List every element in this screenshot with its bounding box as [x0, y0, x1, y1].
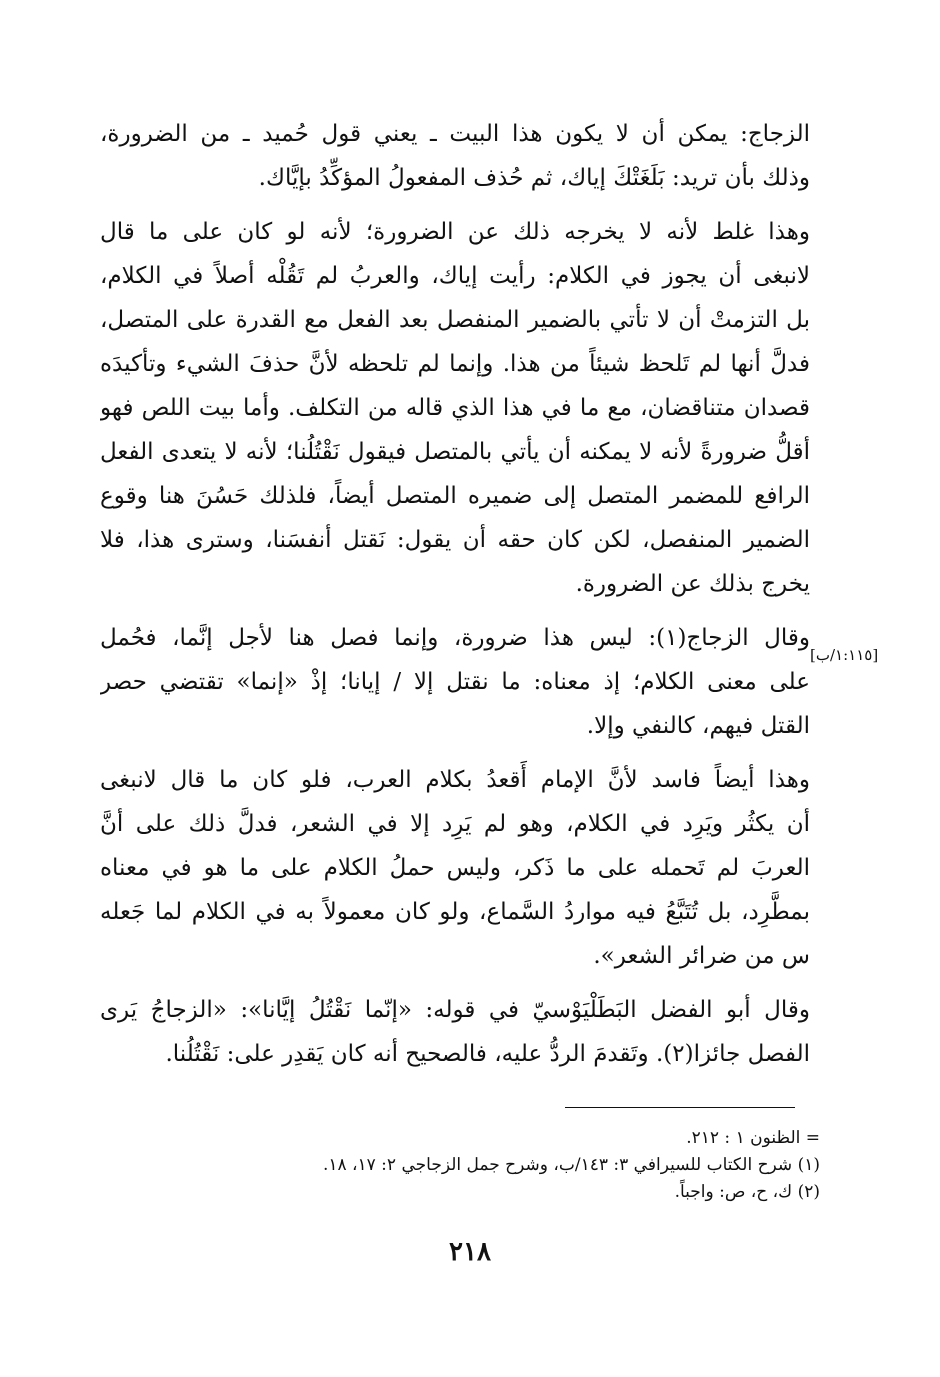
page-number: ٢١٨ — [449, 1237, 491, 1267]
text-line: الرافع للمضمر المتصل إلى ضميره المتصل أيضاً، فلذلك حَسُنَ هنا وقوع — [100, 483, 810, 509]
text-line: وهذا أيضاً فاسد لأنَّ الإمام أَقعدُ بكلام العرب، فلو كان ما قال لانبغى — [100, 767, 810, 793]
text-line: العربَ لم تَحمله على ما ذَكر، وليس حملُ الكلام على ما هو في معناه — [100, 855, 810, 881]
footnote: = الظنون ١ : ٢١٢. — [686, 1128, 820, 1148]
text-line: يخرج بذلك عن الضرورة. — [575, 571, 810, 597]
text-line: أن يكثُر ويَرِد في الكلام، وهو لم يَرِد إلا في الشعر، فدلَّ ذلك على أنَّ — [100, 811, 810, 837]
text-line: فدلَّ أنها لم تَلحظ شيئاً من هذا. وإنما لم تلحظه لأنَّ حذفَ الشيء وتأكيدَه — [100, 351, 810, 377]
text-line: قصدان متناقضان، مع ما في هذا الذي قاله من التكلف. وأما بيت اللص فهو — [100, 395, 810, 421]
paragraph — [100, 616, 810, 748]
text-line: الضمير المنفصل، لكن كان حقه أن يقول: نَقتل أنفسَنا، وسترى هذا، فلا — [100, 527, 810, 553]
margin-reference: [١:١١٥/ب] — [810, 646, 879, 664]
text-line: بمطَّرِد، بل تُتَبَّعُ فيه مواردُ السَّماع، ولو كان معمولاً به في الكلام لما جَعله — [100, 899, 810, 925]
text-line: الفصل جائزا(٢). وتَقدمَ الردُّ عليه، فالصحيح أنه كان يَقدِر على: نَقْتُلُنا. — [165, 1041, 810, 1067]
text-line: أقلُّ ضرورةً لأنه لا يمكنه أن يأتي بالمتصل فيقول نَقْتُلُنا؛ لأنه لا يتعدى الفعل — [100, 439, 810, 465]
footnote-divider — [565, 1107, 795, 1108]
text-line: لانبغى أن يجوز في الكلام: رأيت إياك، والعربُ لم تَقُلْه أصلاً في الكلام، — [100, 263, 810, 289]
text-line: وقال أبو الفضل البَطَلْيَوْسيّ في قوله: «إنّما نَقْتُلُ إيَّانا»: «الزجاجُ يَرى — [100, 997, 810, 1023]
text-line: على معنى الكلام؛ إذ معناه: ما نقتل إلا / إيانا؛ إذْ «إنما» تقتضي حصر — [100, 669, 810, 695]
body-text — [100, 112, 810, 1076]
text-line: الزجاج: يمكن أن لا يكون هذا البيت ـ يعني قول حُميد ـ من الضرورة، — [100, 121, 810, 147]
footnote: (٢) ك، ح، ص: واجباً. — [674, 1182, 820, 1202]
text-line: القتل فيهم، كالنفي وإلا. — [586, 713, 810, 739]
text-line: وهذا غلط لأنه لا يخرجه ذلك عن الضرورة؛ لأنه لو كان على ما قال — [100, 219, 810, 245]
text-line: س من ضرائر الشعر». — [593, 943, 810, 969]
footnote: (١) شرح الكتاب للسيرافي ٣: ١٤٣/ب، وشرح جمل الزجاجي ٢: ١٧، ١٨. — [322, 1155, 820, 1175]
text-line: وقال الزجاج(١): ليس هذا ضرورة، وإنما فصل هنا لأجل إنَّما، فحُمل — [100, 625, 810, 651]
paragraph — [100, 758, 810, 978]
text-line: وذلك بأن تريد: بَلَغَتْكَ إياك، ثم حُذف المفعولُ المؤكِّدُ بإيَّاك. — [258, 165, 810, 191]
footnotes — [160, 1125, 820, 1206]
paragraph — [100, 988, 810, 1076]
paragraph — [100, 210, 810, 606]
text-line: بل التزمتْ أن لا تأتي بالضمير المنفصل بعد الفعل مع القدرة على المتصل، — [100, 307, 810, 333]
paragraph — [100, 112, 810, 200]
